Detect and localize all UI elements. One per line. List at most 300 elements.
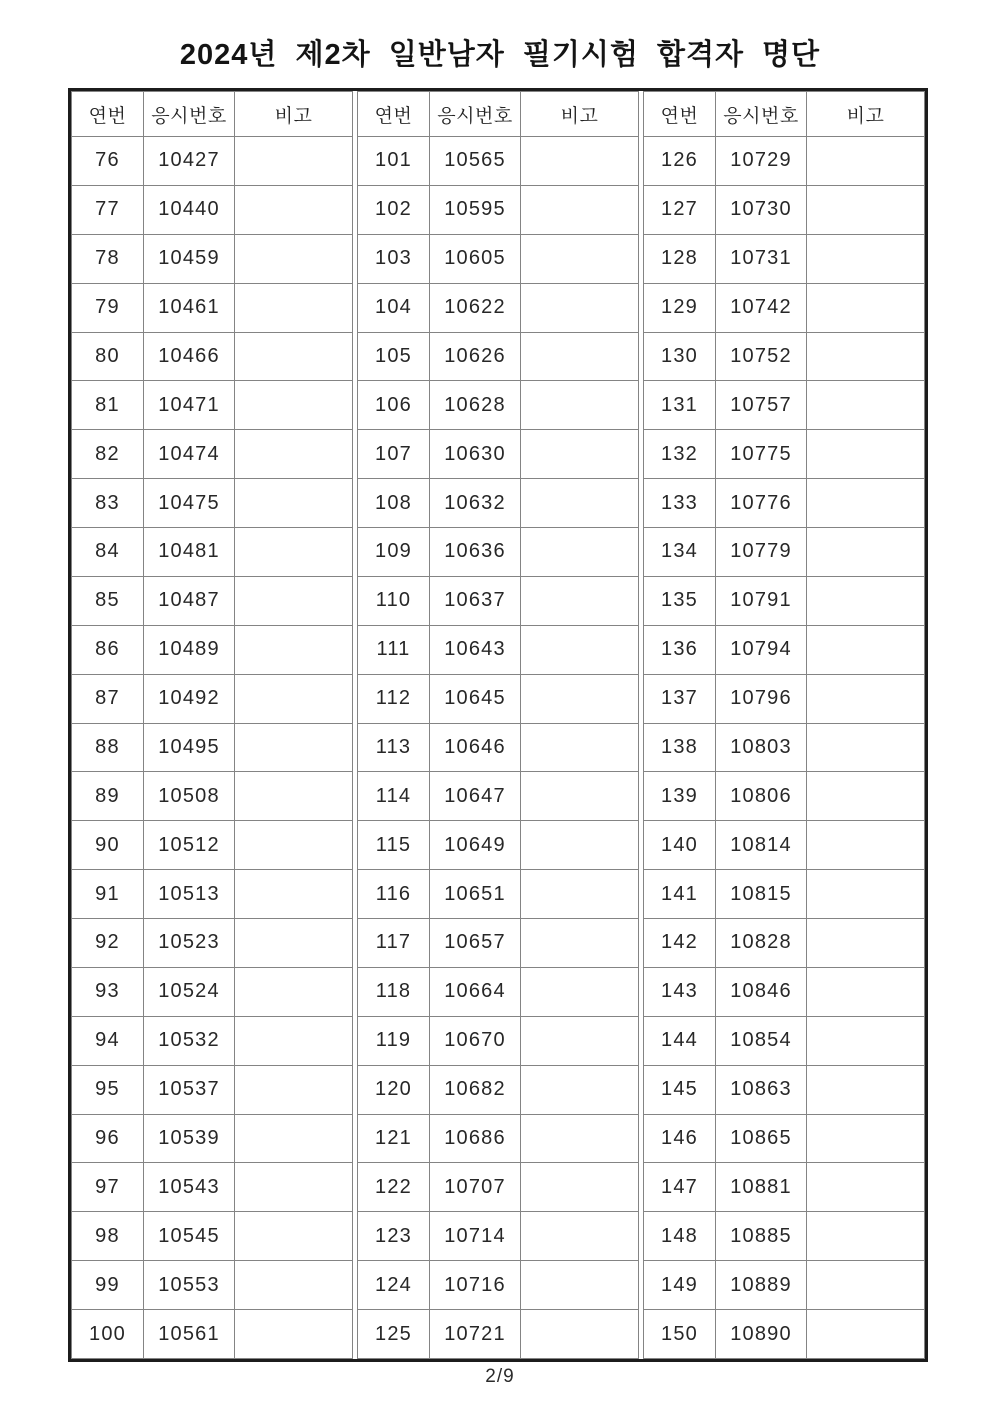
table-row (72, 1261, 353, 1310)
note-cell (807, 430, 925, 479)
candidate-number-cell: 10775 (716, 430, 807, 479)
table-row (72, 479, 353, 528)
note-cell (235, 674, 353, 723)
serial-cell: 147 (644, 1163, 716, 1212)
table-row (358, 430, 639, 479)
candidate-number-cell: 10716 (430, 1261, 521, 1310)
serial-cell: 88 (72, 723, 144, 772)
serial-cell: 145 (644, 1065, 716, 1114)
note-cell (521, 821, 639, 870)
note-cell (807, 821, 925, 870)
table-row (358, 137, 639, 186)
serial-cell: 100 (72, 1310, 144, 1359)
serial-cell: 99 (72, 1261, 144, 1310)
note-cell (235, 528, 353, 577)
table-row (644, 234, 925, 283)
serial-cell: 150 (644, 1310, 716, 1359)
note-cell (235, 967, 353, 1016)
candidate-number-cell: 10474 (144, 430, 235, 479)
serial-cell: 127 (644, 185, 716, 234)
serial-cell: 126 (644, 137, 716, 186)
candidate-number-cell: 10791 (716, 576, 807, 625)
note-cell (521, 137, 639, 186)
serial-cell: 97 (72, 1163, 144, 1212)
candidate-number-cell: 10489 (144, 625, 235, 674)
serial-cell: 77 (72, 185, 144, 234)
pass-list-table (68, 88, 928, 1362)
header-row (358, 92, 639, 137)
table-row (72, 674, 353, 723)
table-row (358, 381, 639, 430)
table-row (358, 1065, 639, 1114)
table-row (644, 967, 925, 1016)
table-row (72, 430, 353, 479)
candidate-number-cell: 10707 (430, 1163, 521, 1212)
serial-cell: 101 (358, 137, 430, 186)
serial-cell: 124 (358, 1261, 430, 1310)
note-cell (235, 1114, 353, 1163)
serial-cell: 122 (358, 1163, 430, 1212)
table-row (644, 479, 925, 528)
serial-cell: 117 (358, 919, 430, 968)
candidate-number-cell: 10561 (144, 1310, 235, 1359)
note-cell (521, 1065, 639, 1114)
page-title: 2024년 제2차 일반남자 필기시험 합격자 명단 (179, 39, 821, 71)
candidate-number-cell: 10664 (430, 967, 521, 1016)
serial-cell: 146 (644, 1114, 716, 1163)
candidate-number-cell: 10427 (144, 137, 235, 186)
table-row (72, 1310, 353, 1359)
table-row (644, 919, 925, 968)
candidate-number-cell: 10657 (430, 919, 521, 968)
candidate-number-cell: 10553 (144, 1261, 235, 1310)
candidate-number-cell: 10475 (144, 479, 235, 528)
note-cell (521, 528, 639, 577)
candidate-number-cell: 10828 (716, 919, 807, 968)
note-cell (235, 234, 353, 283)
candidate-number-cell: 10524 (144, 967, 235, 1016)
candidate-number-cell: 10649 (430, 821, 521, 870)
serial-cell: 107 (358, 430, 430, 479)
candidate-number-cell: 10670 (430, 1016, 521, 1065)
note-cell (521, 1212, 639, 1261)
col-header-candidate-number: 응시번호 (430, 92, 521, 137)
note-cell (807, 1212, 925, 1261)
candidate-number-cell: 10459 (144, 234, 235, 283)
note-cell (521, 185, 639, 234)
note-cell (807, 381, 925, 430)
note-cell (807, 1261, 925, 1310)
note-cell (521, 772, 639, 821)
candidate-number-cell: 10776 (716, 479, 807, 528)
note-cell (807, 1114, 925, 1163)
note-cell (807, 723, 925, 772)
note-cell (807, 332, 925, 381)
candidate-number-cell: 10757 (716, 381, 807, 430)
serial-cell: 144 (644, 1016, 716, 1065)
candidate-number-cell: 10537 (144, 1065, 235, 1114)
table-row (358, 234, 639, 283)
serial-cell: 141 (644, 870, 716, 919)
serial-cell: 114 (358, 772, 430, 821)
serial-cell: 87 (72, 674, 144, 723)
col-header-serial: 연번 (644, 92, 716, 137)
candidate-number-cell: 10487 (144, 576, 235, 625)
note-cell (521, 332, 639, 381)
candidate-number-cell: 10543 (144, 1163, 235, 1212)
table-row (72, 919, 353, 968)
table-row (644, 1310, 925, 1359)
note-cell (521, 919, 639, 968)
table-row (358, 723, 639, 772)
table-row (644, 1212, 925, 1261)
candidate-number-cell: 10721 (430, 1310, 521, 1359)
candidate-number-cell: 10863 (716, 1065, 807, 1114)
candidate-number-cell: 10682 (430, 1065, 521, 1114)
serial-cell: 82 (72, 430, 144, 479)
serial-cell: 108 (358, 479, 430, 528)
note-cell (807, 283, 925, 332)
table-row (358, 1261, 639, 1310)
pass-list-group (643, 91, 925, 1359)
candidate-number-cell: 10803 (716, 723, 807, 772)
candidate-number-cell: 10806 (716, 772, 807, 821)
candidate-number-cell: 10545 (144, 1212, 235, 1261)
serial-cell: 112 (358, 674, 430, 723)
serial-cell: 135 (644, 576, 716, 625)
table-row (358, 772, 639, 821)
col-header-serial: 연번 (72, 92, 144, 137)
note-cell (235, 1310, 353, 1359)
candidate-number-cell: 10646 (430, 723, 521, 772)
note-cell (521, 1163, 639, 1212)
candidate-number-cell: 10651 (430, 870, 521, 919)
serial-cell: 111 (358, 625, 430, 674)
serial-cell: 136 (644, 625, 716, 674)
serial-cell: 106 (358, 381, 430, 430)
table-row (72, 1163, 353, 1212)
table-row (358, 283, 639, 332)
serial-cell: 139 (644, 772, 716, 821)
serial-cell: 81 (72, 381, 144, 430)
serial-cell: 121 (358, 1114, 430, 1163)
candidate-number-cell: 10881 (716, 1163, 807, 1212)
table-row (72, 1016, 353, 1065)
table-row (644, 1163, 925, 1212)
serial-cell: 78 (72, 234, 144, 283)
note-cell (235, 919, 353, 968)
table-row (358, 576, 639, 625)
serial-cell: 102 (358, 185, 430, 234)
candidate-number-cell: 10632 (430, 479, 521, 528)
serial-cell: 79 (72, 283, 144, 332)
note-cell (807, 1065, 925, 1114)
note-cell (235, 332, 353, 381)
candidate-number-cell: 10796 (716, 674, 807, 723)
serial-cell: 119 (358, 1016, 430, 1065)
col-header-candidate-number: 응시번호 (716, 92, 807, 137)
candidate-number-cell: 10492 (144, 674, 235, 723)
note-cell (235, 723, 353, 772)
candidate-number-cell: 10742 (716, 283, 807, 332)
serial-cell: 134 (644, 528, 716, 577)
note-cell (521, 479, 639, 528)
serial-cell: 137 (644, 674, 716, 723)
note-cell (521, 674, 639, 723)
candidate-number-cell: 10731 (716, 234, 807, 283)
note-cell (235, 821, 353, 870)
note-cell (807, 1016, 925, 1065)
serial-cell: 130 (644, 332, 716, 381)
candidate-number-cell: 10865 (716, 1114, 807, 1163)
serial-cell: 133 (644, 479, 716, 528)
serial-cell: 89 (72, 772, 144, 821)
table-row (644, 870, 925, 919)
serial-cell: 143 (644, 967, 716, 1016)
table-row (358, 1016, 639, 1065)
note-cell (807, 870, 925, 919)
note-cell (521, 1016, 639, 1065)
pass-list-group (71, 91, 353, 1359)
note-cell (235, 185, 353, 234)
table-row (358, 967, 639, 1016)
col-header-candidate-number: 응시번호 (144, 92, 235, 137)
note-cell (807, 1163, 925, 1212)
table-row (358, 528, 639, 577)
table-row (72, 283, 353, 332)
candidate-number-cell: 10630 (430, 430, 521, 479)
candidate-number-cell: 10730 (716, 185, 807, 234)
col-header-serial: 연번 (358, 92, 430, 137)
candidate-number-cell: 10471 (144, 381, 235, 430)
note-cell (235, 1163, 353, 1212)
candidate-number-cell: 10779 (716, 528, 807, 577)
serial-cell: 76 (72, 137, 144, 186)
note-cell (521, 967, 639, 1016)
serial-cell: 104 (358, 283, 430, 332)
table-row (644, 381, 925, 430)
note-cell (235, 1261, 353, 1310)
serial-cell: 80 (72, 332, 144, 381)
note-cell (807, 234, 925, 283)
table-row (358, 625, 639, 674)
col-header-note: 비고 (235, 92, 353, 137)
table-row (72, 1065, 353, 1114)
note-cell (235, 625, 353, 674)
table-row (358, 185, 639, 234)
candidate-number-cell: 10636 (430, 528, 521, 577)
serial-cell: 109 (358, 528, 430, 577)
note-cell (235, 283, 353, 332)
note-cell (521, 430, 639, 479)
table-row (644, 332, 925, 381)
table-row (72, 967, 353, 1016)
note-cell (521, 576, 639, 625)
candidate-number-cell: 10508 (144, 772, 235, 821)
note-cell (235, 381, 353, 430)
candidate-number-cell: 10885 (716, 1212, 807, 1261)
note-cell (807, 528, 925, 577)
table-row (644, 674, 925, 723)
table-row (644, 1016, 925, 1065)
candidate-number-cell: 10595 (430, 185, 521, 234)
serial-cell: 86 (72, 625, 144, 674)
serial-cell: 120 (358, 1065, 430, 1114)
header-row (644, 92, 925, 137)
candidate-number-cell: 10605 (430, 234, 521, 283)
serial-cell: 113 (358, 723, 430, 772)
table-row (644, 576, 925, 625)
serial-cell: 140 (644, 821, 716, 870)
table-row (72, 576, 353, 625)
page-number: 2/9 (485, 1366, 515, 1387)
table-row (72, 1212, 353, 1261)
table-row (358, 870, 639, 919)
candidate-number-cell: 10714 (430, 1212, 521, 1261)
candidate-number-cell: 10626 (430, 332, 521, 381)
candidate-number-cell: 10846 (716, 967, 807, 1016)
note-cell (235, 479, 353, 528)
serial-cell: 123 (358, 1212, 430, 1261)
table-row (644, 723, 925, 772)
candidate-number-cell: 10814 (716, 821, 807, 870)
table-row (358, 332, 639, 381)
table-row (644, 1261, 925, 1310)
table-row (72, 332, 353, 381)
table-row (358, 1114, 639, 1163)
table-row (358, 1310, 639, 1359)
table-row (72, 381, 353, 430)
table-row (644, 625, 925, 674)
serial-cell: 83 (72, 479, 144, 528)
serial-cell: 94 (72, 1016, 144, 1065)
note-cell (235, 870, 353, 919)
serial-cell: 84 (72, 528, 144, 577)
note-cell (807, 576, 925, 625)
table-row (644, 772, 925, 821)
table-row (72, 528, 353, 577)
table-row (72, 234, 353, 283)
table-row (72, 821, 353, 870)
candidate-number-cell: 10495 (144, 723, 235, 772)
serial-cell: 142 (644, 919, 716, 968)
table-row (358, 674, 639, 723)
candidate-number-cell: 10461 (144, 283, 235, 332)
candidate-number-cell: 10729 (716, 137, 807, 186)
note-cell (521, 870, 639, 919)
candidate-number-cell: 10532 (144, 1016, 235, 1065)
table-row (644, 283, 925, 332)
table-row (644, 430, 925, 479)
candidate-number-cell: 10481 (144, 528, 235, 577)
serial-cell: 92 (72, 919, 144, 968)
note-cell (521, 1310, 639, 1359)
note-cell (235, 772, 353, 821)
table-row (72, 1114, 353, 1163)
candidate-number-cell: 10889 (716, 1261, 807, 1310)
serial-cell: 93 (72, 967, 144, 1016)
candidate-number-cell: 10539 (144, 1114, 235, 1163)
candidate-number-cell: 10794 (716, 625, 807, 674)
header-row (72, 92, 353, 137)
table-row (358, 1212, 639, 1261)
table-row (72, 137, 353, 186)
note-cell (235, 1016, 353, 1065)
note-cell (807, 967, 925, 1016)
note-cell (521, 234, 639, 283)
serial-cell: 129 (644, 283, 716, 332)
serial-cell: 110 (358, 576, 430, 625)
serial-cell: 132 (644, 430, 716, 479)
note-cell (807, 479, 925, 528)
candidate-number-cell: 10512 (144, 821, 235, 870)
candidate-number-cell: 10645 (430, 674, 521, 723)
note-cell (235, 1212, 353, 1261)
note-cell (235, 1065, 353, 1114)
candidate-number-cell: 10686 (430, 1114, 521, 1163)
note-cell (521, 1261, 639, 1310)
table-row (358, 821, 639, 870)
note-cell (807, 1310, 925, 1359)
note-cell (521, 283, 639, 332)
table-row (72, 625, 353, 674)
table-row (72, 772, 353, 821)
table-row (644, 1114, 925, 1163)
note-cell (807, 625, 925, 674)
note-cell (807, 772, 925, 821)
candidate-number-cell: 10854 (716, 1016, 807, 1065)
candidate-number-cell: 10513 (144, 870, 235, 919)
candidate-number-cell: 10440 (144, 185, 235, 234)
serial-cell: 115 (358, 821, 430, 870)
candidate-number-cell: 10643 (430, 625, 521, 674)
table-row (72, 723, 353, 772)
serial-cell: 118 (358, 967, 430, 1016)
col-header-note: 비고 (521, 92, 639, 137)
serial-cell: 98 (72, 1212, 144, 1261)
pass-list-group (357, 91, 639, 1359)
note-cell (807, 919, 925, 968)
serial-cell: 91 (72, 870, 144, 919)
serial-cell: 125 (358, 1310, 430, 1359)
table-row (644, 528, 925, 577)
table-row (644, 821, 925, 870)
serial-cell: 138 (644, 723, 716, 772)
serial-cell: 105 (358, 332, 430, 381)
serial-cell: 128 (644, 234, 716, 283)
candidate-number-cell: 10466 (144, 332, 235, 381)
note-cell (521, 723, 639, 772)
candidate-number-cell: 10637 (430, 576, 521, 625)
table-row (644, 137, 925, 186)
note-cell (807, 137, 925, 186)
note-cell (807, 185, 925, 234)
table-row (72, 185, 353, 234)
note-cell (235, 576, 353, 625)
note-cell (235, 137, 353, 186)
serial-cell: 90 (72, 821, 144, 870)
note-cell (807, 674, 925, 723)
note-cell (521, 625, 639, 674)
table-row (358, 479, 639, 528)
candidate-number-cell: 10890 (716, 1310, 807, 1359)
note-cell (235, 430, 353, 479)
col-header-note: 비고 (807, 92, 925, 137)
serial-cell: 116 (358, 870, 430, 919)
candidate-number-cell: 10628 (430, 381, 521, 430)
candidate-number-cell: 10622 (430, 283, 521, 332)
table-row (644, 1065, 925, 1114)
